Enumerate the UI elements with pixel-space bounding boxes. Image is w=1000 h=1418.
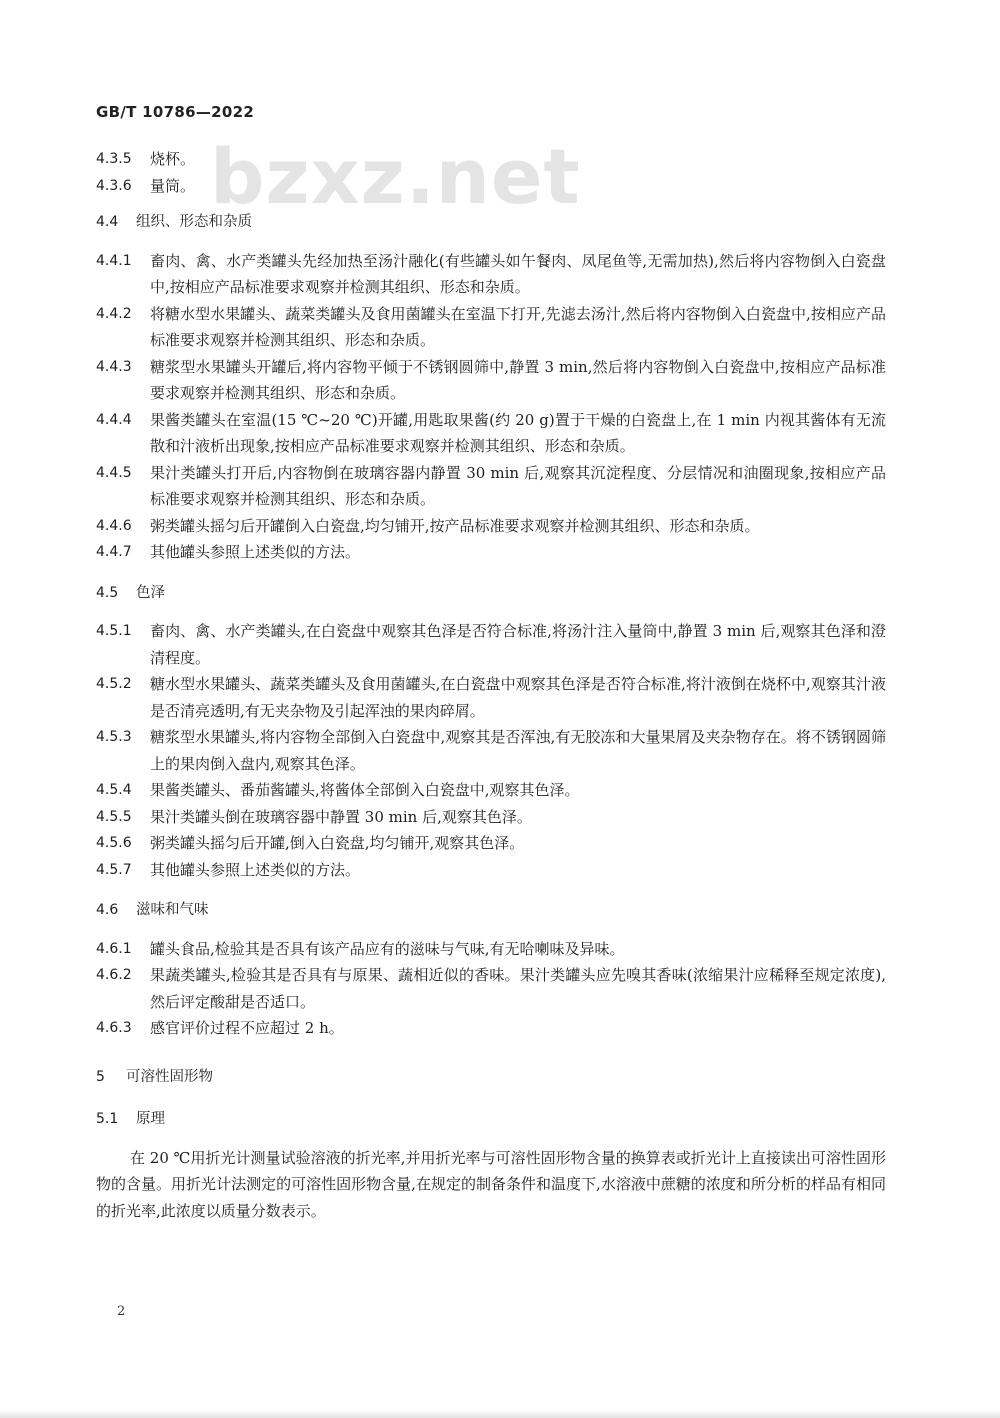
clause-number: 4.4.3 (96, 358, 132, 375)
clause-number: 4.4.7 (96, 544, 132, 560)
clause-4-3-5 (96, 146, 886, 173)
clause-4-4-2 (96, 301, 886, 354)
section-number: 4.6 (96, 902, 119, 918)
clause-text: 粥类罐头摇匀后开罐,倒入白瓷盘,均匀铺开,观察其色泽。 (150, 834, 525, 852)
clause-4-4-3 (96, 354, 886, 407)
clause-4-4-1 (96, 248, 886, 301)
clause-text: 果汁类罐头倒在玻璃容器中静置 30 min 后,观察其色泽。 (150, 807, 532, 826)
clause-text: 将糖水型水果罐头、蔬菜类罐头及食用菌罐头在室温下打开,先滤去汤汁,然后将内容物倒入白瓷盘中,按相应产品标准要求观察并检测其组织、形态和杂质。 (150, 304, 886, 349)
section-title: 组织、形态和杂质 (136, 214, 252, 230)
clause-number: 4.4.6 (96, 517, 132, 534)
section-heading-4-5 (96, 580, 886, 607)
clause-4-4-6 (96, 513, 886, 540)
clause-4-4-5 (96, 460, 886, 513)
clause-number: 4.5.2 (96, 676, 132, 692)
clause-text: 量筒。 (150, 176, 196, 195)
clause-text: 果酱类罐头、番茄酱罐头,将酱体全部倒入白瓷盘中,观察其色泽。 (150, 781, 580, 799)
standard-number-header: GB/T 10786—2022 (96, 103, 255, 121)
clause-4-5-5 (96, 804, 886, 831)
clause-number: 4.6.3 (96, 1020, 132, 1036)
clause-4-5-2 (96, 671, 886, 724)
clause-text: 糖浆型水果罐头,将内容物全部倒入白瓷盘中,观察其是否浑浊,有无胶冻和大量果屑及夹杂物存在。将不锈钢圆筛上的果肉倒入盘内,观察其色泽。 (150, 728, 886, 773)
clause-number: 4.5.1 (96, 623, 132, 639)
clause-number: 4.3.6 (96, 177, 132, 194)
clause-text: 其他罐头参照上述类似的方法。 (150, 860, 361, 879)
clause-number: 4.4.2 (96, 305, 132, 322)
chapter-number: 5 (96, 1068, 105, 1085)
clause-number: 4.4.1 (96, 252, 132, 269)
section-heading-4-6 (96, 897, 886, 924)
section-number: 4.4 (96, 214, 119, 230)
clause-4-4-7 (96, 539, 886, 566)
clause-text: 罐头食品,检验其是否具有该产品应有的滋味与气味,有无哈喇味及异味。 (150, 939, 625, 958)
clause-4-6-1 (96, 936, 886, 963)
principle-paragraph: 在 20 ℃用折光计测量试验溶液的折光率,并用折光率与可溶性固形物含量的换算表或折光计上直接读出可溶性固形物的含量。用折光计法测定的可溶性固形物含量,在规定的制备条件和温度下,水溶液中蔗糖的浓度和所分析的样品有相同的折光率,此浓度以质量分数表示。 (96, 1148, 886, 1220)
clause-4-4-4 (96, 407, 886, 460)
clause-text: 粥类罐头摇匀后开罐倒入白瓷盘,均匀铺开,按产品标准要求观察并检测其组织、形态和杂质。 (150, 516, 760, 535)
clause-number: 4.6.1 (96, 940, 132, 957)
document-body (96, 146, 886, 1224)
clause-number: 4.5.4 (96, 782, 132, 798)
section-number: 5.1 (96, 1111, 119, 1127)
page-edge-shadow (0, 1410, 1000, 1418)
clause-4-5-7 (96, 857, 886, 884)
clause-number: 4.4.5 (96, 464, 132, 481)
clause-text: 畜肉、禽、水产类罐头,在白瓷盘中观察其色泽是否符合标准,将汤汁注入量筒中,静置 3 min 后,观察其色泽和澄清程度。 (150, 622, 886, 667)
chapter-heading-5 (96, 1064, 886, 1091)
section-title: 滋味和气味 (136, 902, 209, 918)
section-title: 原理 (136, 1111, 165, 1127)
clause-number: 4.4.4 (96, 411, 132, 428)
section-title: 色泽 (136, 584, 165, 601)
clause-number: 4.5.6 (96, 835, 132, 851)
section-heading-4-4 (96, 209, 886, 236)
page-number: 2 (117, 1304, 126, 1319)
clause-text: 果酱类罐头在室温(15 ℃~20 ℃)开罐,用匙取果酱(约 20 g)置于干燥的白瓷盘上,在 1 min 内视其酱体有无流散和汁液析出现象,按相应产品标准要求观察并检测其组织、形态和杂质。 (150, 410, 886, 455)
clause-4-5-1 (96, 618, 886, 671)
clause-text: 糖水型水果罐头、蔬菜类罐头及食用菌罐头,在白瓷盘中观察其色泽是否符合标准,将汁液倒在烧杯中,观察其汁液是否清亮透明,有无夹杂物及引起浑浊的果肉碎屑。 (150, 675, 886, 720)
clause-4-3-6 (96, 173, 886, 200)
clause-4-5-3 (96, 724, 886, 777)
clause-text: 其他罐头参照上述类似的方法。 (150, 543, 361, 561)
clause-text: 糖浆型水果罐头开罐后,将内容物平倾于不锈钢圆筛中,静置 3 min,然后将内容物倒入白瓷盘中,按相应产品标准要求观察并检测其组织、形态和杂质。 (150, 357, 886, 402)
clause-text: 果汁类罐头打开后,内容物倒在玻璃容器内静置 30 min 后,观察其沉淀程度、分层情况和油圈现象,按相应产品标准要求观察并检测其组织、形态和杂质。 (150, 463, 886, 508)
clause-4-5-6 (96, 830, 886, 857)
clause-4-6-2 (96, 962, 886, 1015)
clause-number: 4.6.2 (96, 967, 132, 983)
clause-number: 4.5.3 (96, 729, 132, 745)
clause-4-6-3 (96, 1015, 886, 1042)
clause-text: 畜肉、禽、水产类罐头先经加热至汤汁融化(有些罐头如午餐肉、凤尾鱼等,无需加热),然后将内容物倒入白瓷盘中,按相应产品标准要求观察并检测其组织、形态和杂质。 (150, 251, 886, 296)
clause-text: 果蔬类罐头,检验其是否具有与原果、蔬相近似的香味。果汁类罐头应先嗅其香味(浓缩果汁应稀释至规定浓度),然后评定酸甜是否适口。 (150, 966, 886, 1011)
chapter-title: 可溶性固形物 (126, 1068, 213, 1085)
watermark: bzxz.net (210, 132, 581, 221)
clause-number: 4.5.7 (96, 861, 132, 878)
clause-text: 烧杯。 (150, 150, 196, 168)
section-heading-5-1 (96, 1106, 886, 1133)
clause-number: 4.5.5 (96, 808, 132, 825)
section-number: 4.5 (96, 584, 119, 601)
clause-text: 感官评价过程不应超过 2 h。 (150, 1019, 344, 1037)
clause-4-5-4 (96, 777, 886, 804)
clause-number: 4.3.5 (96, 151, 132, 167)
